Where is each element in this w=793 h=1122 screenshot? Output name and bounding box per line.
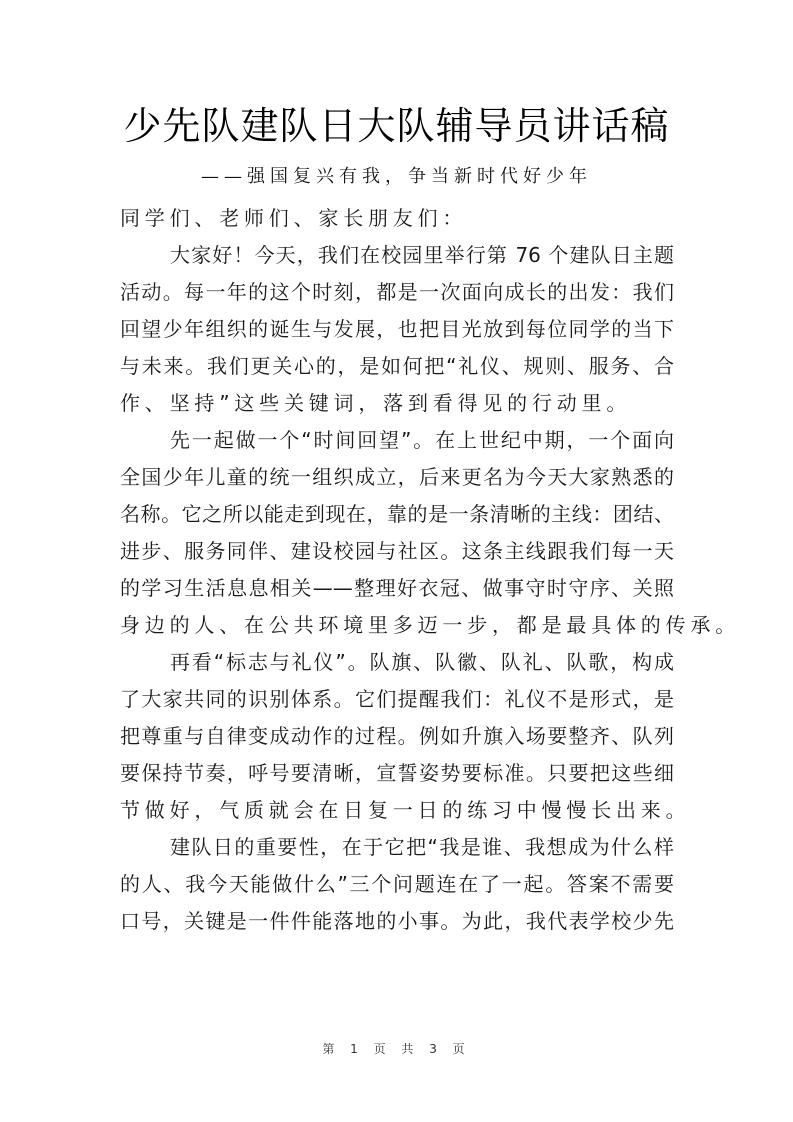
paragraph-2-line: 先一起做一个“时间回望”。在上世纪中期，一个面向 — [170, 428, 674, 452]
paragraph-1-line: 与未来。我们更关心的，是如何把“礼仪、规则、服务、合 — [120, 354, 674, 378]
paragraph-3-line: 要保持节奏，呼号要清晰，宣誓姿势要标准。只要把这些细 — [120, 761, 674, 785]
salutation: 同学们、老师们、家长朋友们： — [120, 206, 468, 230]
paragraph-3-line: 把尊重与自律变成动作的过程。例如升旗入场要整齐、队列 — [120, 724, 674, 748]
paragraph-2-line: 全国少年儿童的统一组织成立，后来更名为今天大家熟悉的 — [120, 465, 674, 489]
paragraph-2-line: 的学习生活息息相关——整理好衣冠、做事守时守序、关照 — [120, 576, 674, 600]
paragraph-1-line: 大家好！今天，我们在校园里举行第 76 个建队日主题 — [170, 243, 674, 267]
paragraph-3-line: 再看“标志与礼仪”。队旗、队徽、队礼、队歌，构成 — [170, 650, 674, 674]
paragraph-2-line: 身边的人、在公共环境里多迈一步，都是最具体的传承。 — [120, 613, 740, 637]
paragraph-3-line: 节做好，气质就会在日复一日的练习中慢慢长出来。 — [120, 798, 691, 822]
paragraph-3-line: 了大家共同的识别体系。它们提醒我们：礼仪不是形式，是 — [120, 687, 674, 711]
paragraph-2-line: 进步、服务同伴、建设校园与社区。这条主线跟我们每一天 — [120, 539, 674, 563]
paragraph-4-line: 的人、我今天能做什么”三个问题连在了一起。答案不需要 — [120, 872, 674, 896]
page-number-footer: 第 1 页 共 3 页 — [322, 1042, 471, 1056]
document-subtitle: ——强国复兴有我，争当新时代好少年 — [201, 166, 592, 187]
paragraph-1-line: 活动。每一年的这个时刻，都是一次面向成长的出发：我们 — [120, 280, 674, 304]
document-title: 少先队建队日大队辅导员讲话稿 — [123, 104, 670, 148]
paragraph-4-line: 口号，关键是一件件能落地的小事。为此，我代表学校少先 — [120, 909, 674, 933]
paragraph-1-line: 回望少年组织的诞生与发展，也把目光放到每位同学的当下 — [120, 317, 674, 341]
paragraph-1-line: 作、坚持”这些关键词，落到看得见的行动里。 — [120, 391, 632, 415]
paragraph-2-line: 名称。它之所以能走到现在，靠的是一条清晰的主线：团结、 — [120, 502, 674, 526]
paragraph-4-line: 建队日的重要性，在于它把“我是谁、我想成为什么样 — [170, 835, 674, 859]
document-body — [120, 200, 740, 940]
